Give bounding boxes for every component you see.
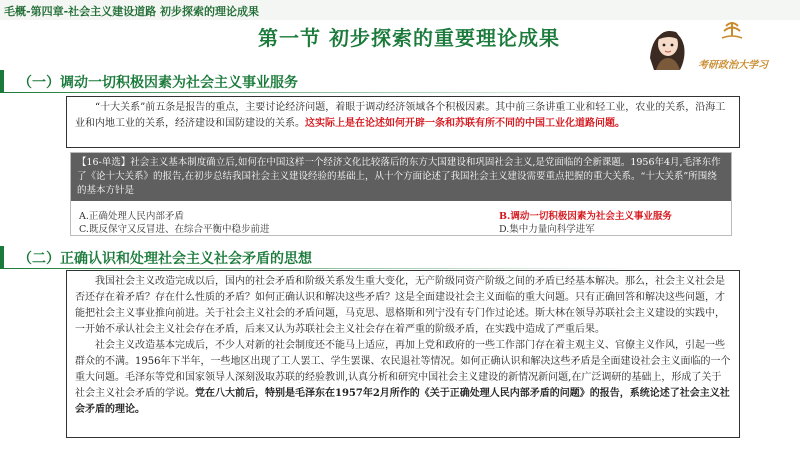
- question-stem: 【16-单选】社会主义基本制度确立后,如何在中国这样一个经济文化比较落后的东方大国建设和巩固社会主义,是党面临的全新课题。1956年4月,毛泽东作了《论十大关系》的报告,在初步总结我国社会主义建设经验的基础上，从十个方面论述了我国社会主义建设需要重点把握的重大关系。“十大关系”所围绕的基本方针是: [71, 153, 731, 201]
- section-1-header: [0, 70, 640, 92]
- section-1-underline: [0, 92, 640, 93]
- section-1-highlight: 这实际上是在论述如何开辟一条和苏联有所不同的中国工业化道路问题。: [305, 118, 625, 129]
- section-2-accent-bar: [0, 246, 4, 268]
- section-1-accent-bar: [0, 70, 4, 92]
- exam-question-card: [70, 152, 732, 236]
- option-b-correct: B.调动一切积极因素为社会主义事业服务: [499, 211, 672, 222]
- presenter-avatar-icon: [650, 31, 685, 70]
- slide-title: 第一节 初步探索的重要理论成果: [258, 26, 560, 50]
- section-2-box: [66, 270, 740, 438]
- section-1-paragraph: [75, 100, 731, 132]
- section-2-paragraph-1: 我国社会主义改造完成以后，国内的社会矛盾和阶级关系发生重大变化，无产阶级同资产阶级之间的矛盾已经基本解决。那么，社会主义社会是否还存在着矛盾？存在什么性质的矛盾？如何正确认识和解决这些矛盾？这是全面建设社会主义面临的重大问题。只有正确回答和解决这些问题，才能把社会主义事业推向前进。关于社会主义社会的矛盾问题，马克思、恩格斯和列宁没有专门作过论述。斯大林在领导苏联社会主义建设的实践中，一开始不承认社会主义社会存在矛盾，后来又认为苏联社会主义社会存在着严重的阶级矛盾，在实践中造成了严重后果。: [75, 276, 725, 335]
- section-2-heading: （二）正确认识和处理社会主义社会矛盾的思想: [18, 251, 312, 267]
- section-1-box: [66, 96, 740, 148]
- section-2-text: 社会主义改造基本完成后，不少人对新的社会制度还不能马上适应，再加上党和政府的一些工作部门存在着主观主义、官僚主义作风，引起一些群众的不满。1956年下半年，一些地区出现了工人罢工、学生罢课、农民退社等情况。如何正确认识和解决这些矛盾是全面建设社会主义面临的一个重大问题。毛泽东等党和国家领导人深刻汲取苏联的经验教训,认真分析和研究中国社会主义建设的新情况新问题,在广泛调研的基础上，形成了关于社会主义社会矛盾的学说。: [75, 340, 731, 399]
- option-a: A.正确处理人民内部矛盾: [79, 211, 184, 222]
- breadcrumb: 毛概-第四章-社会主义建设道路 初步探索的理论成果: [4, 5, 259, 18]
- section-2-underline: [0, 268, 640, 269]
- option-c: C.既反保守又反冒进、在综合平衡中稳步前进: [79, 224, 270, 235]
- section-2-paragraph-2: [75, 338, 731, 418]
- section-2-header: [0, 246, 640, 268]
- section-2-bold-conclusion: 党在八大前后，特别是毛泽东在1957年2月所作的《关于正确处理人民内部矛盾的问题》的报告，系统论述了社会主义社会矛盾的理论。: [75, 388, 730, 415]
- option-d: D.集中力量向科学进军: [499, 224, 595, 235]
- section-1-heading: （一）调动一切积极因素为社会主义事业服务: [18, 75, 298, 91]
- tree-emblem-icon: [722, 22, 742, 38]
- section-1-text: “十大关系”前五条是报告的重点，主要讨论经济问题，着眼于调动经济领域各个积极因素。其中前三条讲重工业和轻工业，农业的关系，沿海工业和内地工业的关系，经济建设和国防建设的关系。: [75, 102, 726, 129]
- logo-text: 考研政治大学习: [698, 60, 768, 71]
